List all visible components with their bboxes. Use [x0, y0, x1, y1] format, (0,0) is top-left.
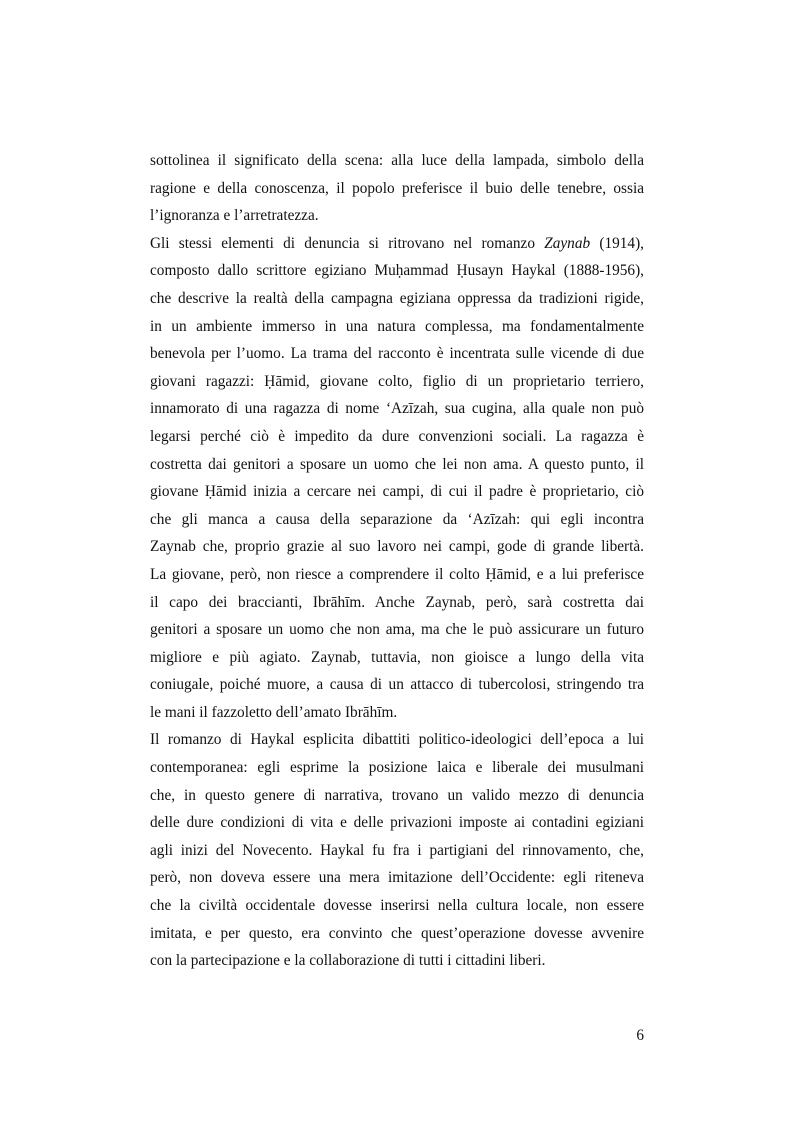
text-line: agli inizi del Novecento. Haykal fu fra i partigiani del rinnovamento, che, [150, 841, 644, 859]
text-line: che, in questo genere di narrativa, trovano un valido mezzo di denuncia [150, 786, 644, 804]
text-line: ragione e della conoscenza, il popolo preferisce il buio delle tenebre, ossia [150, 179, 644, 197]
paragraph [150, 147, 644, 230]
text-line: sottolinea il significato della scena: alla luce della lampada, simbolo della [150, 152, 644, 169]
text-line: che la civiltà occidentale dovesse inserirsi nella cultura locale, non essere [150, 897, 644, 915]
text-line: composto dallo scrittore egiziano Muḥammad Ḥusayn Haykal (1888-1956), [150, 262, 644, 280]
text-line: giovane Ḥāmid inizia a cercare nei campi, di cui il padre è proprietario, ciò [150, 483, 644, 501]
text-line: in un ambiente immerso in una natura complessa, ma fondamentalmente [150, 317, 644, 335]
text-line: Il romanzo di Haykal esplicita dibattiti politico-ideologici dell’epoca a lui [150, 731, 644, 749]
text-line: Zaynab che, proprio grazie al suo lavoro nei campi, gode di grande libertà. [150, 538, 644, 556]
text-segment: Gli stessi elementi di denuncia si ritrovano nel romanzo [150, 234, 545, 252]
text-line: migliore e più agiato. Zaynab, tuttavia, non gioisce a lungo della vita [150, 648, 644, 666]
text-line: La giovane, però, non riesce a comprendere il colto Ḥāmid, e a lui preferisce [150, 565, 644, 583]
novel-title: Zaynab [544, 234, 591, 252]
text-line: legarsi perché ciò è impedito da dure convenzioni sociali. La ragazza è [150, 427, 644, 445]
paragraph [150, 726, 644, 974]
text-line: delle dure condizioni di vita e delle privazioni imposte ai contadini egiziani [150, 814, 644, 832]
text-line [150, 230, 644, 258]
text-line: le mani il fazzoletto dell’amato Ibrāhīm. [150, 703, 398, 721]
text-line: genitori a sposare un uomo che non ama, ma che le può assicurare un futuro [150, 621, 644, 639]
page-number: 6 [636, 1027, 644, 1044]
text-line: il capo dei braccianti, Ibrāhīm. Anche Zaynab, però, sarà costretta dai [150, 593, 644, 611]
text-line: contemporanea: egli esprime la posizione laica e liberale dei musulmani [150, 759, 644, 777]
text-line: giovani ragazzi: Ḥāmid, giovane colto, figlio di un proprietario terriero, [150, 372, 644, 390]
text-line: imitata, e per questo, era convinto che quest’operazione dovesse avvenire [150, 924, 644, 942]
text-segment: (1914), [590, 234, 644, 252]
text-line: che descrive la realtà della campagna egiziana oppressa da tradizioni rigide, [150, 289, 644, 307]
text-line: innamorato di una ragazza di nome ‘Azīzah, sua cugina, alla quale non può [150, 400, 644, 418]
text-line: con la partecipazione e la collaborazione di tutti i cittadini liberi. [150, 952, 546, 970]
text-line: l’ignoranza e l’arretratezza. [150, 207, 319, 225]
page-body [150, 147, 644, 975]
paragraph [150, 230, 644, 727]
text-line: costretta dai genitori a sposare un uomo che lei non ama. A questo punto, il [150, 455, 644, 473]
text-line: benevola per l’uomo. La trama del racconto è incentrata sulle vicende di due [150, 345, 644, 363]
text-line: coniugale, poiché muore, a causa di un attacco di tubercolosi, stringendo tra [150, 676, 644, 694]
text-line: però, non doveva essere una mera imitazione dell’Occidente: egli riteneva [150, 869, 644, 887]
text-line: che gli manca a causa della separazione da ‘Azīzah: qui egli incontra [150, 510, 644, 528]
